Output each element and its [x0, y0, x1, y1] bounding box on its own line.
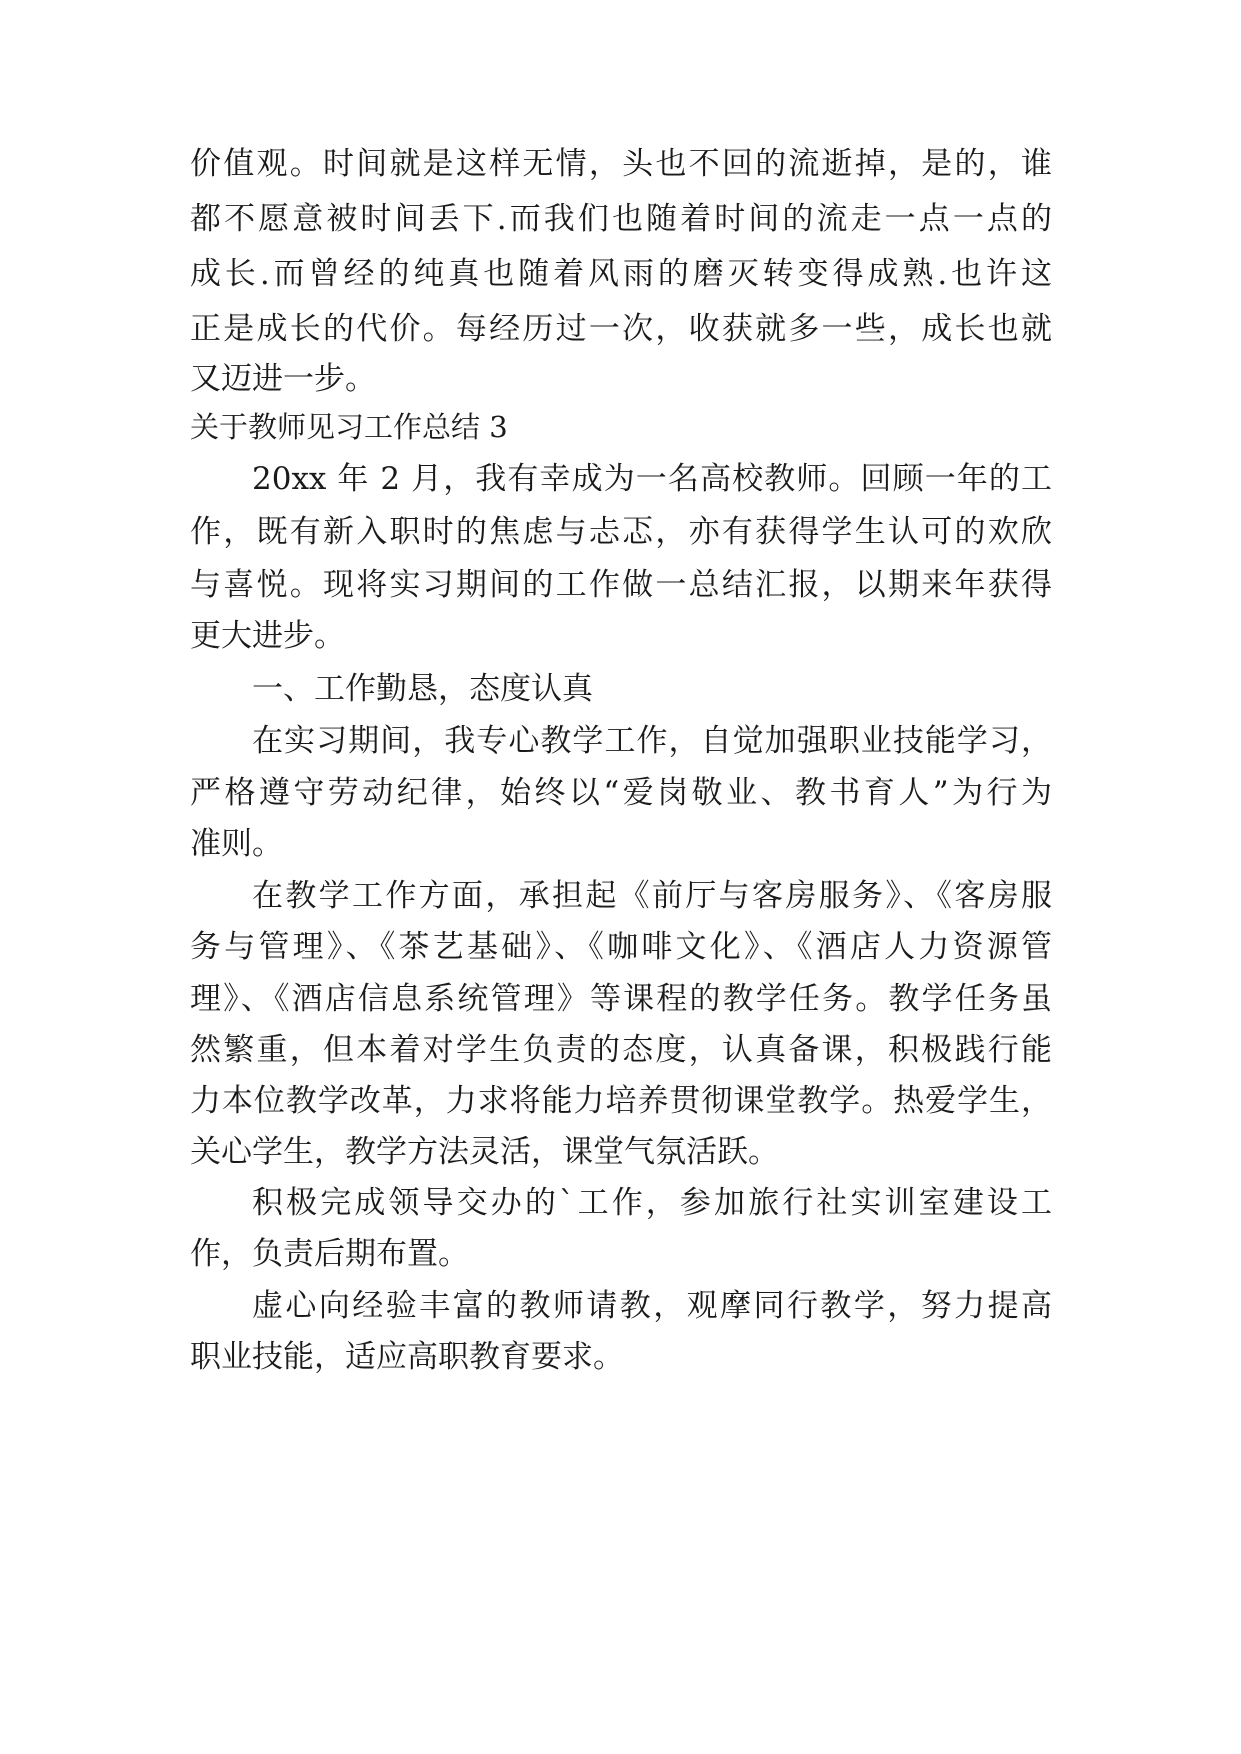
text-line: 正是成长的代价。每经历过一次，收获就多一些，成长也就	[190, 311, 1052, 347]
subheading: 一、工作勤恳，态度认真	[252, 671, 593, 707]
text-line: 务与管理》、《茶艺基础》、《咖啡文化》、《酒店人力资源管	[190, 929, 1052, 965]
text-line: 关心学生，教学方法灵活，课堂气氛活跃。	[190, 1134, 779, 1170]
paragraph-first-line: 虚心向经验丰富的教师请教，观摩同行教学，努力提高	[252, 1288, 1052, 1324]
section-heading: 关于教师见习工作总结 3	[190, 410, 508, 444]
text-line: 更大进步。	[190, 618, 345, 654]
text-line: 作，既有新入职时的焦虑与忐忑，亦有获得学生认可的欢欣	[190, 514, 1052, 550]
text-line: 都不愿意被时间丢下.而我们也随着时间的流走一点一点的	[190, 201, 1052, 237]
paragraph-first-line: 在教学工作方面，承担起《前厅与客房服务》、《客房服	[252, 878, 1052, 914]
text-line: 价值观。时间就是这样无情，头也不回的流逝掉，是的，谁	[190, 146, 1052, 182]
text-line: 然繁重，但本着对学生负责的态度，认真备课，积极践行能	[190, 1032, 1052, 1068]
text-line: 又迈进一步。	[190, 361, 376, 397]
text-line: 成长.而曾经的纯真也随着风雨的磨灭转变得成熟.也许这	[190, 256, 1052, 292]
text-line: 与喜悦。现将实习期间的工作做一总结汇报，以期来年获得	[190, 567, 1052, 603]
text-line: 作，负责后期布置。	[190, 1236, 469, 1272]
text-line: 准则。	[190, 826, 283, 862]
paragraph-first-line: 20xx 年 2 月，我有幸成为一名高校教师。回顾一年的工	[252, 461, 1052, 497]
document-page	[190, 0, 1052, 1754]
text-line: 理》、《酒店信息系统管理》等课程的教学任务。教学任务虽	[190, 981, 1052, 1017]
text-line: 力本位教学改革，力求将能力培养贯彻课堂教学。热爱学生，	[190, 1083, 1052, 1119]
text-line: 职业技能，适应高职教育要求。	[190, 1339, 624, 1375]
paragraph-first-line: 在实习期间，我专心教学工作，自觉加强职业技能学习，	[252, 723, 1052, 759]
text-line: 严格遵守劳动纪律，始终以“爱岗敬业、教书育人”为行为	[190, 775, 1052, 811]
paragraph-first-line: 积极完成领导交办的`工作，参加旅行社实训室建设工	[252, 1185, 1052, 1221]
